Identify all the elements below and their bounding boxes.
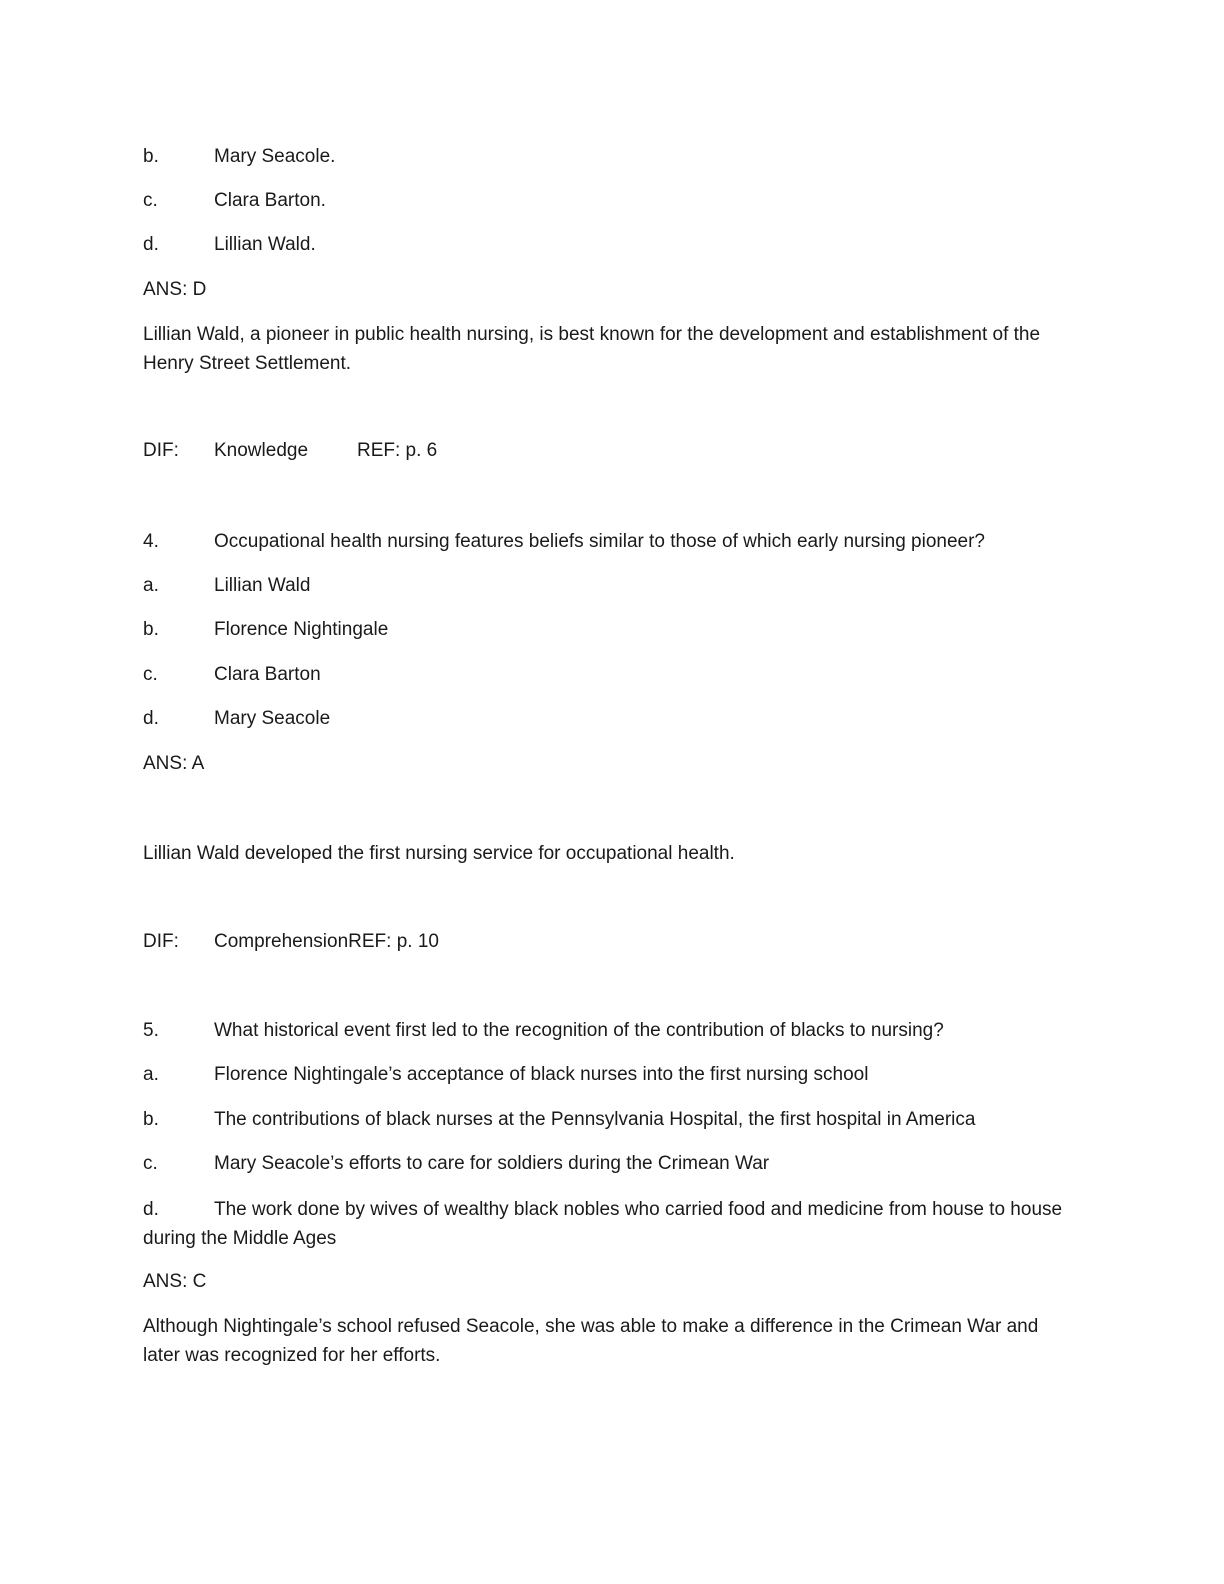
- option-letter: c.: [143, 190, 158, 211]
- answer-key: ANS: C: [143, 1271, 207, 1292]
- option-d: [143, 1195, 1063, 1253]
- option-text: Clara Barton.: [214, 190, 326, 211]
- answer-key: ANS: A: [143, 753, 205, 774]
- option-letter: d.: [143, 234, 159, 255]
- option-text: Lillian Wald: [214, 575, 311, 596]
- page-reference: REF: p. 6: [357, 440, 438, 461]
- option-text: Florence Nightingale’s acceptance of black nurses into the first nursing school: [214, 1064, 869, 1085]
- option-text: Lillian Wald.: [214, 234, 316, 255]
- difficulty-label: DIF:: [143, 931, 179, 952]
- option-text: Mary Seacole.: [214, 146, 336, 167]
- option-letter: b.: [143, 146, 159, 167]
- option-text: Mary Seacole: [214, 708, 331, 729]
- option-letter: b.: [143, 619, 159, 640]
- option-text: The contributions of black nurses at the Pennsylvania Hospital, the first hospital in America: [214, 1109, 976, 1130]
- option-text: Florence Nightingale: [214, 619, 389, 640]
- rationale: Lillian Wald, a pioneer in public health nursing, is best known for the development and establishment of the Henry Street Settlement.: [143, 324, 1041, 374]
- question-stem: What historical event first led to the recognition of the contribution of blacks to nursing?: [214, 1020, 944, 1041]
- option-text: The work done by wives of wealthy black nobles who carried food and medicine from house to house during the Middle Ages: [143, 1199, 1063, 1249]
- question-number: 4.: [143, 531, 159, 552]
- option-letter: c.: [143, 664, 158, 685]
- question-number: 5.: [143, 1020, 159, 1041]
- difficulty-value: Knowledge: [214, 440, 309, 461]
- option-text: Mary Seacole’s efforts to care for soldiers during the Crimean War: [214, 1153, 770, 1174]
- question-stem: Occupational health nursing features beliefs similar to those of which early nursing pioneer?: [214, 531, 985, 552]
- option-letter: a.: [143, 1064, 159, 1085]
- difficulty-label: DIF:: [143, 440, 179, 461]
- rationale: Lillian Wald developed the first nursing service for occupational health.: [143, 843, 735, 864]
- option-letter: d.: [143, 1199, 159, 1220]
- rationale: Although Nightingale’s school refused Seacole, she was able to make a difference in the Crimean War and later was recognized for her efforts.: [143, 1316, 1039, 1366]
- option-letter: a.: [143, 575, 159, 596]
- option-letter: d.: [143, 708, 159, 729]
- difficulty-value: ComprehensionREF: p. 10: [214, 931, 439, 952]
- answer-key: ANS: D: [143, 279, 207, 300]
- option-letter: c.: [143, 1153, 158, 1174]
- option-letter: b.: [143, 1109, 159, 1130]
- option-text: Clara Barton: [214, 664, 321, 685]
